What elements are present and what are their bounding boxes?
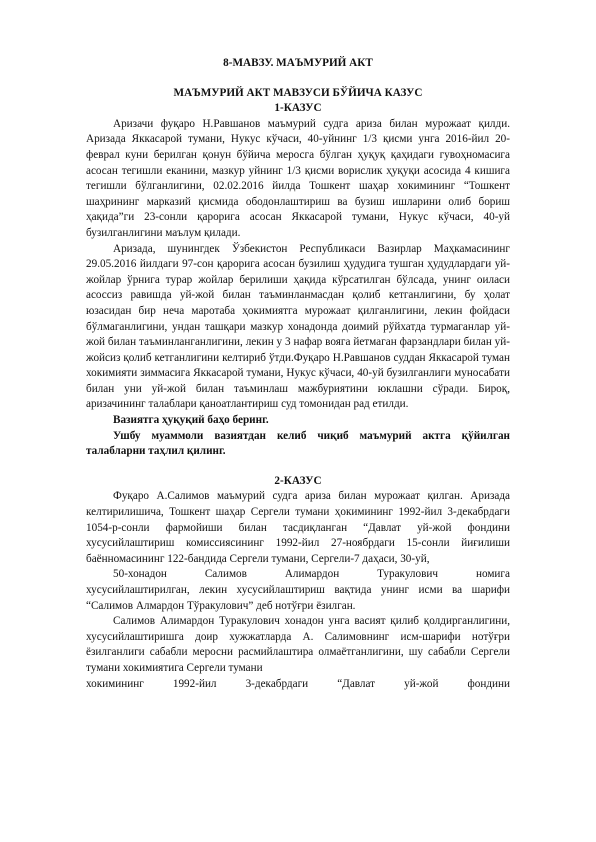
spread-word: 3-декабрдаги (245, 677, 309, 690)
spread-word: Салимов (204, 568, 247, 581)
spread-word: фондини (467, 677, 510, 690)
case-2-paragraph-2-rest: хусусийлаштирилган, лекин хусусийлаштириш вақтида унинг исми ва шарифи “Салимов Алмардон Тўракулович” деб нотўғри ёзилган. (86, 584, 510, 612)
spread-word: Туракулович (377, 568, 439, 581)
case-1-heading: 1-КАЗУС (274, 102, 322, 115)
spread-word: “Давлат (337, 677, 376, 690)
case-2-last-line (86, 677, 510, 693)
case-1-task-2: Ушбу муаммоли вазиятдан келиб чиқиб маъмурий актга қўйилган талабларни таҳлил қилинг. (86, 429, 510, 458)
case-1-paragraph-1: Аризачи фуқаро Н.Равшанов маъмурий судга ариза билан мурожаат қилди. Аризада Яккасарой тумани, Нукус кўчаси, 40-уйнинг 1/3 қисми унга 2016-йил 20-феврал куни берилган қонун бўйича меросга бўлган ҳуқуқ қаҳидаги гувоҳномасига асосан тегишли еканини, мазкур уйнинг 1/3 қисми ворислик ҳуқуқи асосида 4 кишига тегишли бўлганлигини, 02.02.2016 йилда Тошкент шаҳар хокимининг “Тошкент шаҳрининг марказий қисмида ободонлаштириш ва бузиш ишларини олиб бориш ҳақида”ги 23-сонли қарорига асосан Яккасарой тумани, Нукус кўчаси, 40-уй бузилганлигини маълум қилади. (86, 117, 510, 239)
case-1-task-1: Вазиятга ҳуқуқий баҳо беринг. (113, 414, 269, 427)
document-subtitle: МАЪМУРИЙ АКТ МАВЗУСИ БЎЙИЧА КАЗУС (173, 86, 423, 99)
spread-word: номига (475, 568, 510, 581)
document-title: 8-МАВЗУ. МАЪМУРИЙ АКТ (223, 57, 373, 69)
case-2-spread-line (86, 567, 510, 583)
case-1-paragraph-2: Аризада, шунингдек Ўзбекистон Республикаси Вазирлар Маҳкамасининг 29.05.2016 йилдаги 97-сон қарорига асосан бузилиш ҳудудига тушган ҳудудлардаги уй-жойлар ўрнига турар жойлар берилиши ҳақида кўрсатилган бўлсада, унинг оиласи асоссиз равишда уй-жой билан таъминланмасдан қолиб кетганлигини, бу ҳолат юзасидан бир неча маротаба ҳокимиятга мурожаат қилганлигини, лекин фойдаси бўлмаганлигини, ундан ташқари мазкур хонадонда доимий рўйхатда турмаганлар уй-жой билан таъминланганлигини, лекин у 3 нафар вояга йетмаган фарзандлари билан уй-жойсиз қолиб кетганлигини келтириб ўтди.Фуқаро Н.Равшанов суддан Яккасарой туман хокимияти зиммасига Яккасарой тумани, Нукус кўчаси, 40-уй бузилганлиги муносабати билан уни уй-жой билан таъминлаш мажбуриятини юклашни сўради. Бироқ, аризачининг талаблари қаноатлантириш суд томонидан рад етилди. (86, 242, 510, 411)
case-2-paragraph-3: Салимов Алимардон Туракулович хонадон унга васият қилиб қолдирганлигини, хусусийлаштиришга доир хужжатларда А. Салимовнинг исм-шарифи нотўғри ёзилганлиги сабабли меросни расмийлаштира олмаётганлигини, шу сабабли Сергели тумани хокимиятига Сергели тумани (86, 615, 510, 674)
spread-word: 1992-йил (172, 677, 217, 690)
case-2-heading: 2-КАЗУС (274, 474, 322, 487)
document-page (86, 56, 510, 692)
spread-word: уй-жой (404, 677, 439, 690)
spread-word: 50-хонадон (113, 568, 167, 581)
spread-word: хокимининг (86, 677, 144, 690)
case-2-paragraph-1: Фуқаро А.Салимов маъмурий судга ариза билан мурожаат қилган. Аризада келтирилишича, Тошкент шаҳар Сергели тумани ҳокимининг 1992-йил 3-декабрдаги 1054-р-сонли фармойиши билан тасдиқланган “Давлат уй-жой фондини хусусийлаштириш комиссиясининг 1992-йил 27-ноябрдаги 15-сонли йиғилиши баённомасининг 122-бандида Сергели тумани, Сергели-7 даҳаси, 30-уй, (86, 490, 510, 565)
spread-word: Алимардон (284, 568, 340, 581)
